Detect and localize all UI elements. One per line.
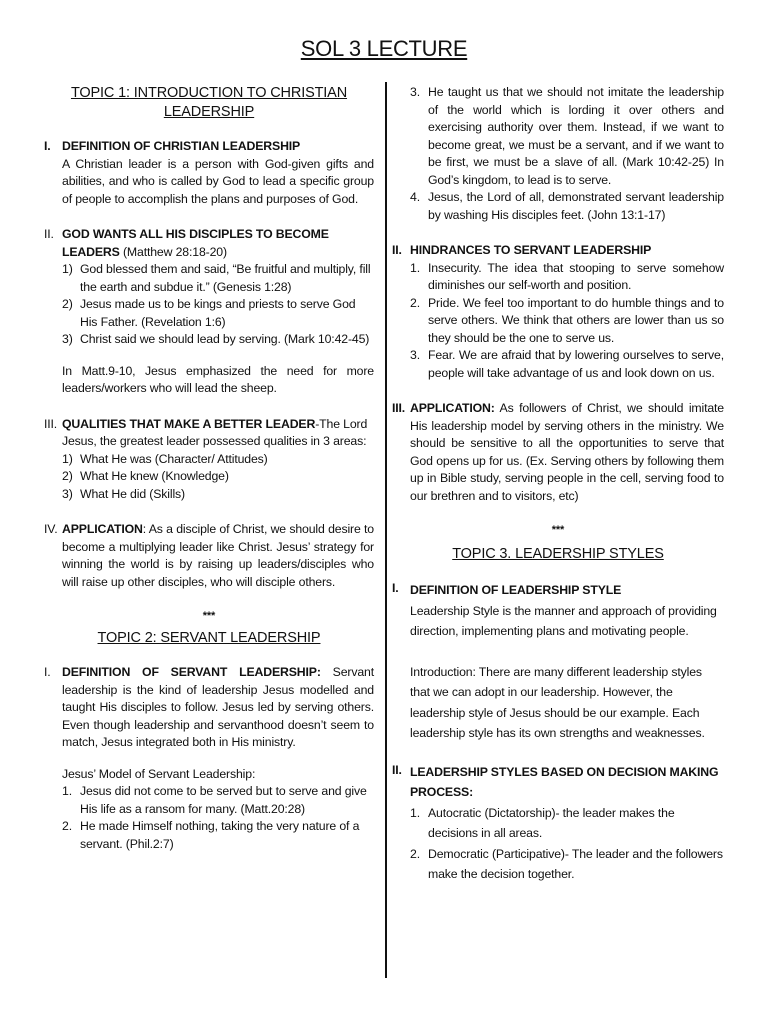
section-application-1 [44,521,374,591]
list-item [62,818,374,853]
list-marker: 1. [62,784,72,798]
section-definition-leadership-style [392,580,724,744]
list-item-text: Autocratic (Dictatorship)- the leader makes the decisions in all areas. [428,805,675,840]
separator-stars: *** [551,524,565,536]
list-item-text: God blessed them and said, “Be fruitful and multiply, fill the earth and subdue it.” (Genesis 1:28) [80,262,371,294]
list-item-text: Democratic (Participative)- The leader and the followers make the decision together. [428,846,723,881]
section-decision-making-styles [392,762,724,885]
list-item-text: What He knew (Knowledge) [80,469,229,483]
numbered-list [62,261,374,349]
section-body: : As a disciple of Christ, we should desire to become a multiplying leader like Christ. Jesus’ strategy for winning the world is by raising up leaders/disciples who will raise up other disciples, who will disciple others. [62,522,374,589]
section-application-2 [392,400,724,505]
list-marker: 1) [62,262,73,276]
list-item-text: Pride. We feel too important to do humble things and to serve others. We think that others are lower than us so they should be the one to serve us. [428,295,724,345]
section-number: III. [392,401,406,415]
section-heading: HINDRANCES TO SERVANT LEADERSHIP [410,243,652,257]
list-item [62,451,374,469]
list-marker: 3. [410,85,420,99]
left-column [44,84,374,853]
list-item [62,331,374,349]
section-heading: APPLICATION [62,522,143,536]
section-body: Leadership Style is the manner and approach of providing direction, implementing plans and motivating people. [410,603,717,638]
section-number: II. [392,243,402,257]
section-number: III. [44,416,58,431]
section-heading: APPLICATION: [410,401,495,415]
list-item [410,84,724,189]
topic-2-heading: TOPIC 2: SERVANT LEADERSHIP [97,630,321,646]
list-item [410,295,724,348]
list-item [410,260,724,295]
list-item-text: He made Himself nothing, taking the very nature of a servant. (Phil.2:7) [80,819,360,851]
section-servant-model-continued [392,84,724,224]
list-marker: 1. [410,260,420,275]
list-item [62,468,374,486]
page-title: SOL 3 LECTURE [300,36,468,61]
section-heading: DEFINITION OF CHRISTIAN LEADERSHIP [62,139,301,153]
list-item [410,844,724,885]
section-heading: QUALITIES THAT MAKE A BETTER LEADER [62,416,316,431]
section-body: Servant leadership is the kind of leadership Jesus modelled and taught His disciples to follow. Jesus led by serving others. Even though leadership and servanthood doesn’t seem to match, Jesus integrated both in His ministry. [62,665,374,749]
list-item-text: Insecurity. The idea that stooping to serve somehow diminishes our self-worth and position. [428,260,724,292]
section-heading: DEFINITION OF LEADERSHIP STYLE [410,583,622,597]
section-heading: LEADERSHIP STYLES BASED ON DECISION MAKING PROCESS: [410,764,719,799]
list-item-text: Christ said we should lead by serving. (Mark 10:42-45) [80,332,370,346]
section-body: As followers of Christ, we should imitate His leadership model by serving others in the ministry. We should be sensitive to all the opportunities to serve that God opens up for us. (Ex. Serving others by following them up in Bible study, serving people in the cell, serving food to our brethren and to visitors, etc) [410,401,724,503]
list-marker: 1. [410,805,420,820]
numbered-list [410,260,724,383]
numbered-list [62,783,374,853]
section-number: IV. [44,522,58,536]
list-marker: 3) [62,486,73,501]
section-body: -The Lord Jesus, the greatest leader possessed qualities in 3 areas: [62,416,368,448]
list-item [62,783,374,818]
right-column [392,84,724,885]
section-number: II. [392,762,402,777]
list-marker: 2. [410,295,420,310]
list-item [62,296,374,331]
section-number: I. [44,139,51,153]
list-marker: 4. [410,190,420,204]
section-qualities [44,416,374,504]
column-divider [385,82,387,978]
section-definition-christian-leadership [44,138,374,208]
list-item-text: Jesus made us to be kings and priests to serve God His Father. (Revelation 1:6) [80,297,356,329]
separator-stars: *** [202,610,216,622]
list-item-text: Jesus, the Lord of all, demonstrated servant leadership by washing His disciples feet. (John 13:1-17) [428,190,724,222]
list-marker: 3) [62,332,73,346]
section-god-wants-leaders [44,226,374,398]
list-item-text: Fear. We are afraid that by lowering ourselves to serve, people will take advantage of us and look down on us. [428,348,724,380]
list-item-text: Jesus did not come to be served but to serve and give His life as a ransom for many. (Matt.20:28) [80,784,367,816]
list-marker: 1) [62,451,73,466]
list-item [410,189,724,224]
numbered-list [410,803,724,885]
numbered-list [62,451,374,504]
section-heading: GOD WANTS ALL HIS DISCIPLES TO BECOME LEADERS [62,227,329,259]
topic-1-heading: TOPIC 1: INTRODUCTION TO CHRISTIAN LEADERSHIP [70,85,348,120]
topic-3-heading: TOPIC 3. LEADERSHIP STYLES [452,546,664,562]
list-item [62,486,374,504]
list-marker: 3. [410,348,420,362]
section-intro: Introduction: There are many different leadership styles that we can adopt in our leadership. However, the leadership style of Jesus should be our example. Each leadership style has its own strengths and weaknesses. [410,664,705,740]
section-number: I. [44,665,51,679]
list-item [410,803,724,844]
numbered-list [392,84,724,224]
section-hindrances [392,242,724,382]
section-number: I. [392,581,399,595]
list-item-text: He taught us that we should not imitate the leadership of the world which is lording it over others and exercising authority over them. Instead, if we want to become great, we must be a servant, and if we want to be first, we must be a slave of all. (Mark 10:42-25) In God’s kingdom, to lead is to serve. [428,85,724,187]
list-marker: 2. [62,819,72,833]
model-heading: Jesus’ Model of Servant Leadership: [62,766,256,781]
list-item-text: What He did (Skills) [80,486,185,501]
list-marker: 2. [410,846,420,861]
section-definition-servant-leadership [44,664,374,853]
section-reference: (Matthew 28:18-20) [119,244,227,259]
list-item [410,347,724,382]
section-heading: DEFINITION OF SERVANT LEADERSHIP: [62,665,321,679]
list-item-text: What He was (Character/ Attitudes) [80,451,268,466]
list-marker: 2) [62,469,73,483]
section-number: II. [44,227,54,241]
list-marker: 2) [62,297,73,311]
section-body: A Christian leader is a person with God-given gifts and abilities, and who is called by God to lead a specific group of people to accomplish the plans and purposes of God. [62,156,374,206]
list-item [62,261,374,296]
section-note: In Matt.9-10, Jesus emphasized the need for more leaders/workers who will lead the sheep. [62,363,374,395]
